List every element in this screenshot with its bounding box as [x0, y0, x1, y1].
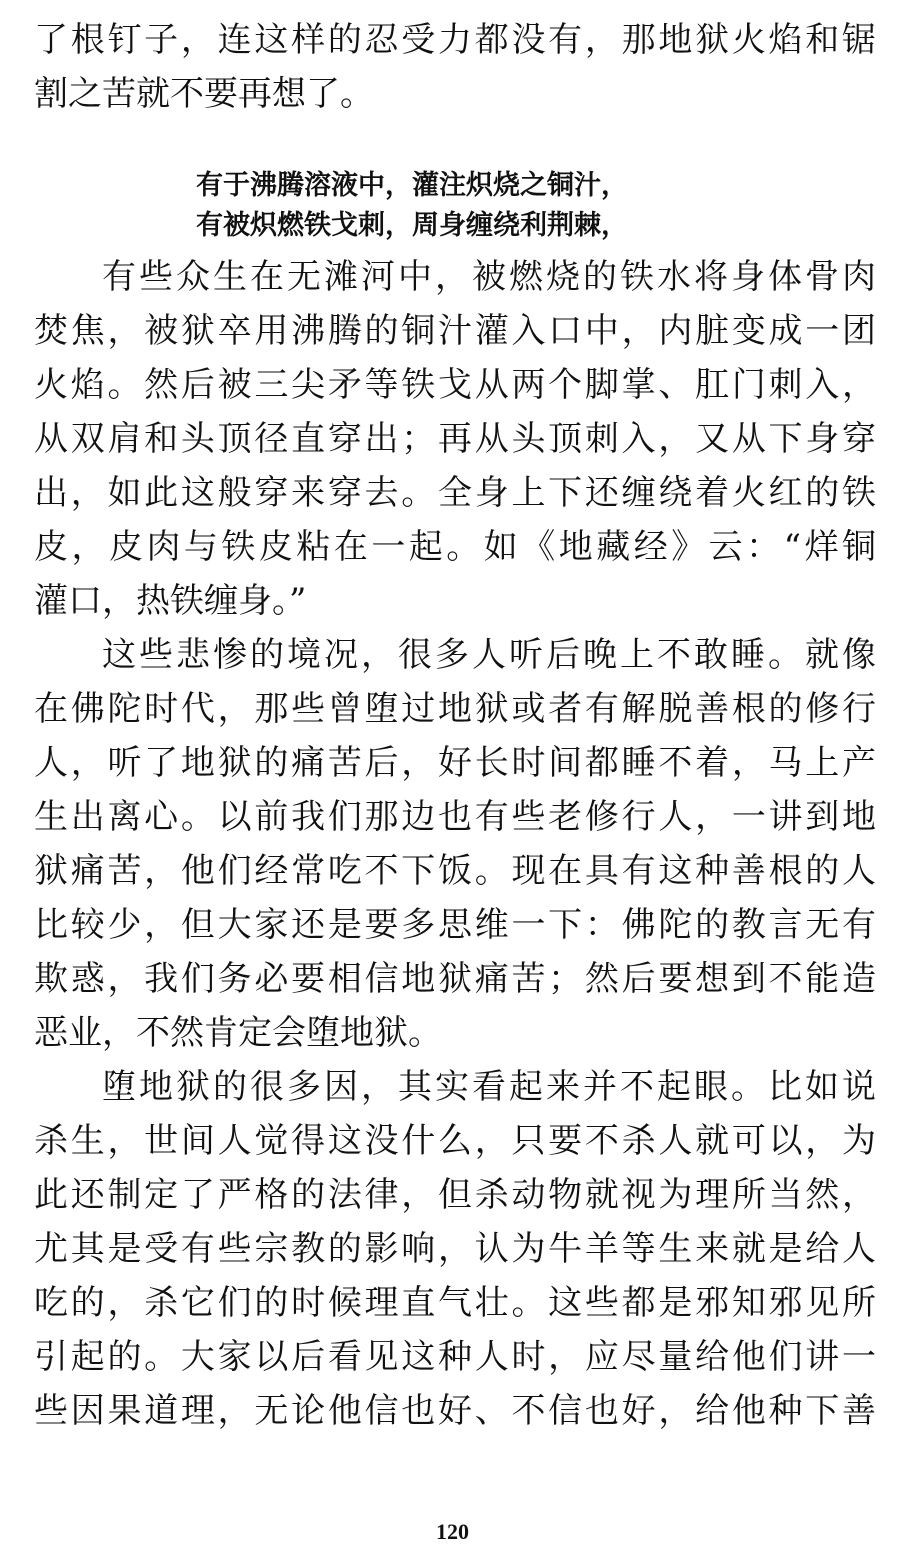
- body-line: 皮，皮肉与铁皮粘在一起。如《地藏经》云：“烊铜: [34, 527, 876, 567]
- body-line: 出，如此这般穿来穿去。全身上下还缠绕着火红的铁: [34, 473, 876, 513]
- verse-line: 有被炽燃铁戈刺，周身缠绕利荆棘，: [196, 210, 628, 241]
- body-line: 这些悲惨的境况，很多人听后晚上不敢睡。就像: [102, 635, 876, 675]
- body-line: 在佛陀时代，那些曾堕过地狱或者有解脱善根的修行: [34, 689, 876, 729]
- body-line: 恶业，不然肯定会堕地狱。: [34, 1013, 442, 1053]
- body-line: 杀生，世间人觉得这没什么，只要不杀人就可以，为: [34, 1121, 876, 1161]
- body-line: 吃的，杀它们的时候理直气壮。这些都是邪知邪见所: [34, 1283, 876, 1323]
- body-line: 些因果道理，无论他信也好、不信也好，给他种下善: [34, 1391, 876, 1431]
- body-line: 狱痛苦，他们经常吃不下饭。现在具有这种善根的人: [34, 851, 876, 891]
- page-number: 120: [436, 1519, 469, 1544]
- body-line: 人，听了地狱的痛苦后，好长时间都睡不着，马上产: [34, 743, 876, 783]
- body-line: 引起的。大家以后看见这种人时，应尽量给他们讲一: [34, 1337, 876, 1377]
- body-line: 此还制定了严格的法律，但杀动物就视为理所当然，: [34, 1175, 876, 1215]
- body-line: 火焰。然后被三尖矛等铁戈从两个脚掌、肛门刺入，: [34, 365, 876, 405]
- body-line: 从双肩和头顶径直穿出；再从头顶刺入，又从下身穿: [34, 419, 876, 459]
- body-line: 生出离心。以前我们那边也有些老修行人，一讲到地: [34, 797, 876, 837]
- verse-line: 有于沸腾溶液中，灌注炽烧之铜汁，: [196, 170, 628, 201]
- body-line: 有些众生在无滩河中，被燃烧的铁水将身体骨肉: [102, 257, 876, 297]
- body-line: 尤其是受有些宗教的影响，认为牛羊等生来就是给人: [34, 1229, 876, 1269]
- body-line: 比较少，但大家还是要多思维一下：佛陀的教言无有: [34, 905, 876, 945]
- body-line: 灌口，热铁缠身。”: [34, 581, 307, 621]
- body-line: 焚焦，被狱卒用沸腾的铜汁灌入口中，内脏变成一团: [34, 311, 876, 351]
- body-line: 割之苦就不要再想了。: [34, 74, 374, 114]
- body-line: 了根钉子，连这样的忍受力都没有，那地狱火焰和锯: [34, 20, 876, 60]
- body-line: 欺惑，我们务必要相信地狱痛苦；然后要想到不能造: [34, 959, 876, 999]
- body-line: 堕地狱的很多因，其实看起来并不起眼。比如说: [102, 1067, 876, 1107]
